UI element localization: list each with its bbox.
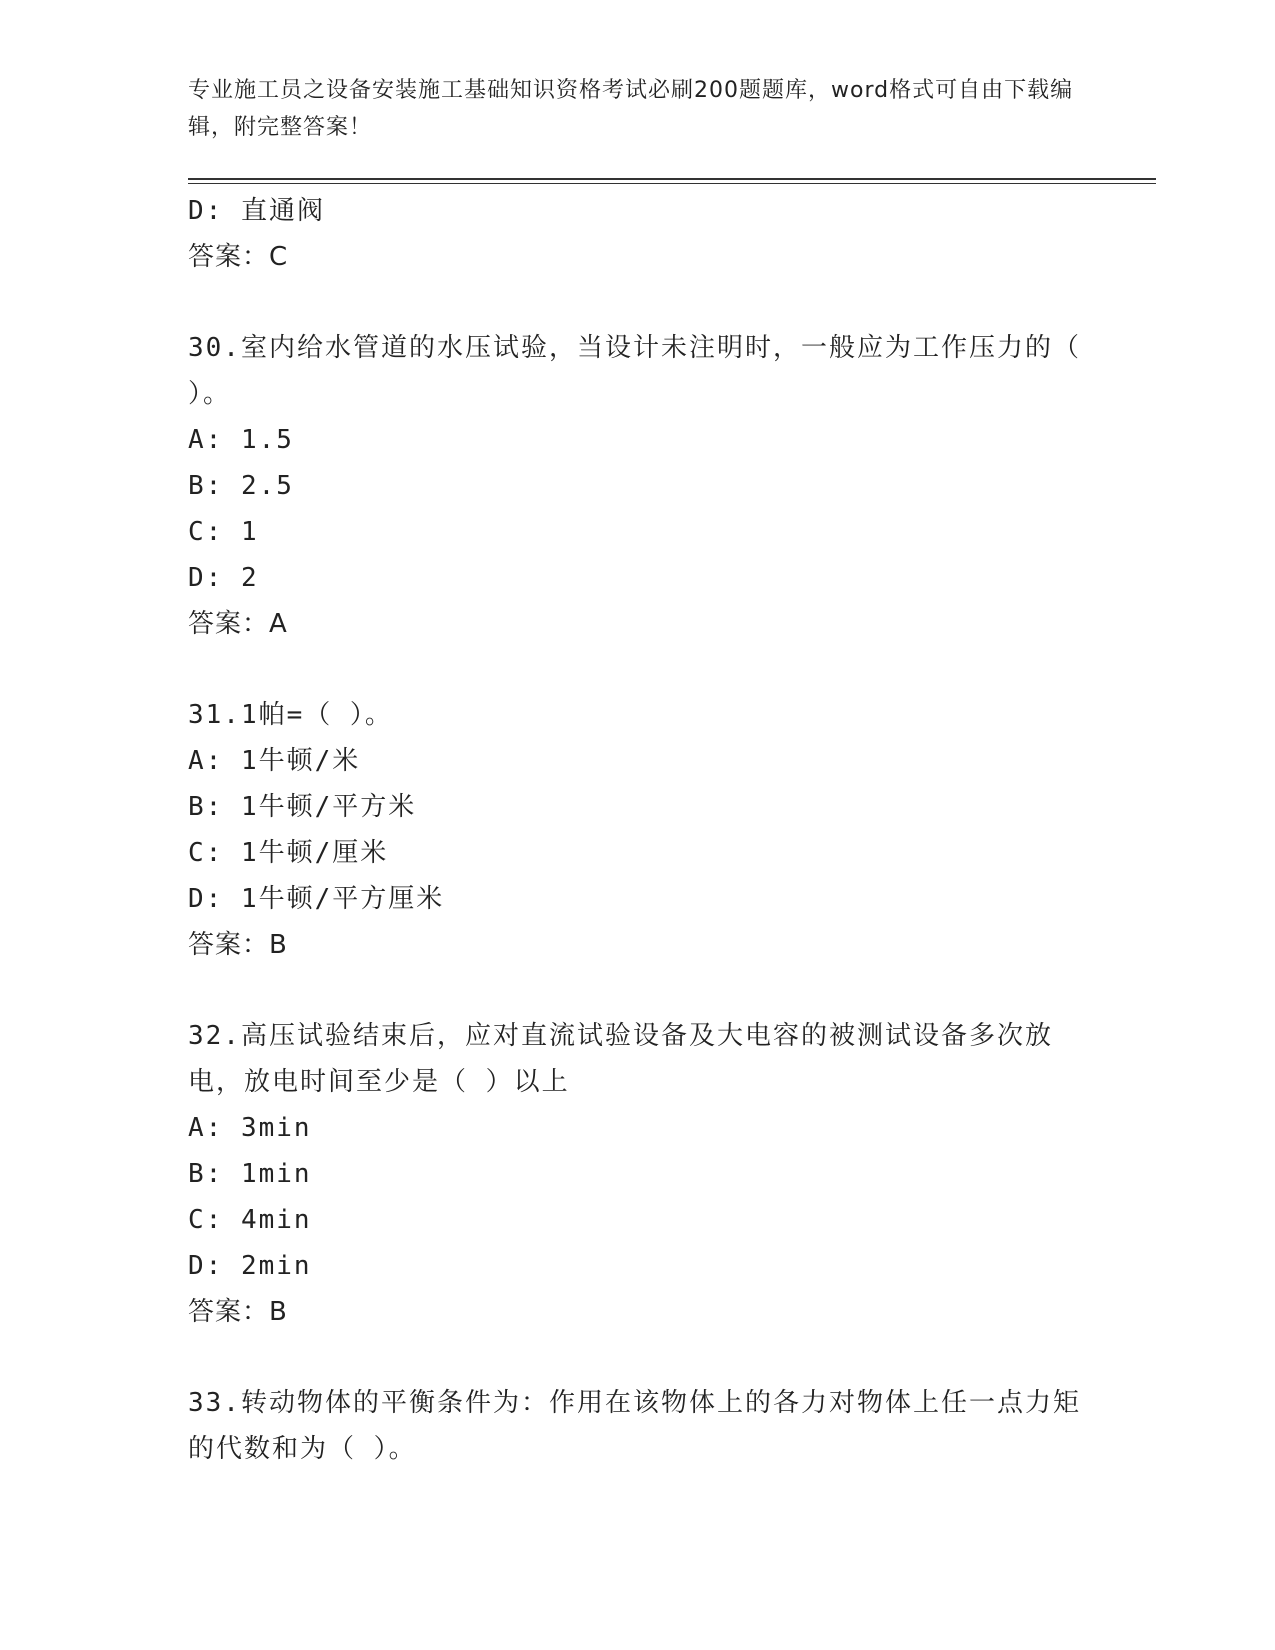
option-a: A: 1牛顿/米 bbox=[188, 746, 361, 776]
header-rule-thin bbox=[188, 183, 1156, 184]
question-answer: 答案：A bbox=[188, 609, 288, 639]
question-answer: 答案：B bbox=[188, 1297, 288, 1327]
question-stem: 30.室内给水管道的水压试验，当设计未注明时，一般应为工作压力的（ ）。 bbox=[188, 333, 1081, 409]
question-31 bbox=[188, 692, 1088, 968]
option-d: D: 2 bbox=[188, 563, 259, 593]
option-a: A: 3min bbox=[188, 1113, 312, 1143]
option-a: A: 1.5 bbox=[188, 425, 294, 455]
question-32 bbox=[188, 1013, 1088, 1335]
option-d: D: 1牛顿/平方厘米 bbox=[188, 884, 445, 914]
question-stem: 32.高压试验结束后，应对直流试验设备及大电容的被测试设备多次放电，放电时间至少是（ ）以上 bbox=[188, 1021, 1053, 1097]
question-29-answer: 答案：C bbox=[188, 242, 289, 272]
question-stem: 31.1帕=（ ）。 bbox=[188, 700, 393, 730]
option-d: D: 2min bbox=[188, 1251, 312, 1281]
option-c: C: 1 bbox=[188, 517, 259, 547]
option-b: B: 1牛顿/平方米 bbox=[188, 792, 417, 822]
header-rule-thick bbox=[188, 178, 1156, 180]
option-b: B: 2.5 bbox=[188, 471, 294, 501]
option-c: C: 1牛顿/厘米 bbox=[188, 838, 389, 868]
option-b: B: 1min bbox=[188, 1159, 312, 1189]
option-c: C: 4min bbox=[188, 1205, 312, 1235]
document-header: 专业施工员之设备安装施工基础知识资格考试必刷200题题库，word格式可自由下载编辑，附完整答案！ bbox=[188, 78, 1074, 140]
question-answer: 答案：B bbox=[188, 930, 288, 960]
question-stem: 33.转动物体的平衡条件为：作用在该物体上的各力对物体上任一点力矩的代数和为（ ）。 bbox=[188, 1388, 1081, 1464]
document-body bbox=[188, 188, 1088, 1472]
question-33 bbox=[188, 1380, 1088, 1472]
question-29-option-d: D: 直通阀 bbox=[188, 196, 325, 226]
question-30 bbox=[188, 325, 1088, 647]
